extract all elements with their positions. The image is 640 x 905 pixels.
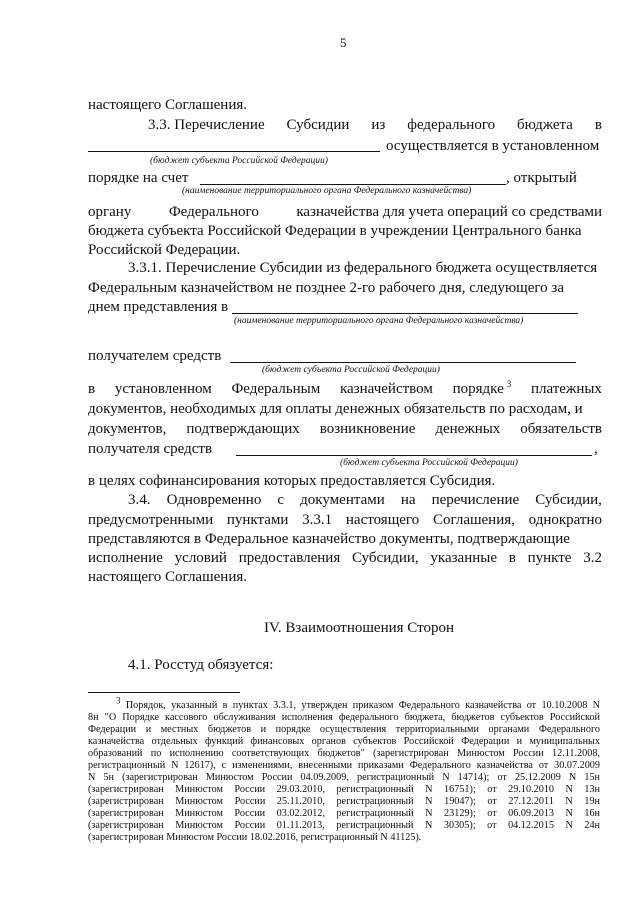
word: федерального: [407, 117, 496, 133]
text-line: в целях софинансирования которых предоставляется Субсидия.: [88, 473, 496, 489]
word: пунктами: [226, 512, 289, 528]
word: указанные: [430, 550, 497, 566]
word: предоставления: [238, 550, 341, 566]
word: казначейством: [340, 381, 433, 397]
word: перечисление: [431, 492, 520, 508]
word: Субсидии,: [535, 492, 602, 508]
text-line: бюджета субъекта Российской Федерации в учреждении Центрального банка: [88, 223, 582, 239]
field-caption: (наименование территориального органа Федерального казначейства): [182, 186, 472, 196]
text-line: получателя средств: [88, 441, 213, 457]
word: из: [371, 117, 386, 133]
word: Федеральным: [231, 381, 321, 397]
word: денежных: [435, 421, 501, 437]
word: платежных: [530, 381, 602, 397]
blank-field-recipient-budget: [236, 455, 592, 456]
text-line: порядке на счет: [88, 170, 189, 186]
footnote-separator: [88, 692, 240, 693]
word: 3.2: [583, 550, 602, 566]
blank-field-recipient: [230, 362, 576, 363]
text-line: получателем средств: [88, 348, 222, 364]
word: однократно: [528, 512, 602, 528]
footnote-line: Федерации и местных бюджетов и порядке осуществления территориальными органами Федерального: [88, 724, 600, 735]
footnote-mark: 3: [116, 695, 121, 706]
footnote: [88, 695, 600, 844]
text-line: [88, 203, 602, 221]
field-caption: (бюджет субъекта Российской Федерации): [340, 458, 518, 468]
text-line: [88, 420, 602, 438]
footnote-line: казначейства отдельных функций финансовых органов субъектов Российской Федерации и муниципальных: [88, 736, 600, 747]
text-line: настоящего Соглашения.: [88, 569, 248, 585]
word: обязательств: [520, 421, 602, 437]
blank-field-budget: [88, 151, 380, 152]
word: пункте: [527, 550, 572, 566]
text-line: днем представления в: [88, 299, 229, 315]
text-line: [128, 491, 602, 509]
text-line: Российской Федерации.: [88, 242, 241, 258]
text-line: 4.1. Росстуд обязуется:: [128, 657, 274, 673]
text-line: 3.3.1. Перечисление Субсидии из федерального бюджета осуществляется: [128, 260, 598, 276]
word: документами: [300, 492, 385, 508]
footnote-line: (зарегистрирован Минюстом России 03.02.2012, регистрационный N 23129); от 06.09.2013 N 16н: [88, 808, 600, 819]
word: органу: [88, 204, 132, 220]
word: Федерального: [168, 204, 259, 220]
footnote-line: регистрационный N 12617), с изменениями, внесенными приказами Федерального казначейства от 30.07.2009: [88, 760, 600, 771]
text-line: [88, 380, 602, 398]
word: исполнение: [88, 550, 163, 566]
word: в: [508, 550, 516, 566]
footnote-line: (зарегистрирован Минюстом России 29.03.2010, регистрационный N 16751); от 29.10.2010 N 13н: [88, 784, 600, 795]
word: 3.3.1: [302, 512, 333, 528]
field-caption: (бюджет субъекта Российской Федерации): [150, 156, 328, 166]
blank-field-account: [200, 184, 506, 185]
footnote-line: (зарегистрирован Минюстом России 18.02.2016, регистрационный N 41125).: [88, 832, 422, 843]
word: документов,: [88, 421, 167, 437]
word: порядке $^3$: [452, 379, 512, 397]
word: установленном: [114, 381, 212, 397]
word: 3.3. Перечисление: [148, 117, 265, 133]
text-line: настоящего Соглашения.: [88, 97, 248, 113]
word: условий: [174, 550, 227, 566]
word: 3.4.: [128, 492, 151, 508]
word: Соглашения,: [432, 512, 515, 528]
text-line: ,: [594, 441, 598, 457]
word: бюджета: [517, 117, 573, 133]
word: с: [277, 492, 285, 508]
word: на: [400, 492, 416, 508]
word: возникновение: [319, 421, 416, 437]
footnote-line: N 5н (зарегистрирован Минюстом России 04.09.2009, регистрационный N 14714); от 25.12.2009 N 15н: [88, 772, 600, 783]
word: Одновременно: [166, 492, 262, 508]
word: Субсидии,: [351, 550, 419, 566]
word: Субсидии: [286, 117, 350, 133]
word: казначейства для учета операций со средствами: [296, 204, 602, 220]
field-caption: (бюджет субъекта Российской Федерации): [262, 365, 440, 375]
word: в: [88, 381, 96, 397]
text-line: , открытый: [506, 170, 577, 186]
text-line: документов, необходимых для оплаты денежных обязательств по расходам, и: [88, 401, 583, 417]
section-heading: IV. Взаимоотношения Сторон: [264, 620, 454, 636]
text-line: представляются в Федеральное казначейство документы, подтверждающие: [88, 531, 570, 547]
footnote-line: (зарегистрирован Минюстом России 25.11.2010, регистрационный N 19047); от 27.12.2011 N 19н: [88, 796, 600, 807]
footnote-reference: 3: [506, 379, 512, 389]
paragraph-3-3-line-1: [148, 116, 602, 134]
word: подтверждающих: [186, 421, 300, 437]
footnote-line: 8н "О Порядке кассового обслуживания исполнения федерального бюджета, бюджетов субъектов Российской: [88, 712, 600, 723]
blank-field-tofk: [232, 313, 578, 314]
footnote-line: [88, 695, 600, 712]
page-number: 5: [340, 35, 347, 50]
word: в: [594, 117, 602, 133]
footnote-line: (зарегистрирован Минюстом России 01.11.2013, регистрационный N 30305); от 04.12.2015 N 24н: [88, 820, 600, 831]
footnote-line: образований по исполнению соответствующих бюджетов" (зарегистрирован Минюстом России 12.11.2008,: [88, 748, 600, 759]
field-caption: (наименование территориального органа Федерального казначейства): [234, 316, 524, 326]
word: настоящего: [345, 512, 420, 528]
text-line: [88, 511, 602, 529]
text-line: осуществляется в установленном: [386, 138, 600, 154]
word: предусмотренными: [88, 512, 214, 528]
text-line: [88, 549, 602, 567]
text-line: Федеральным казначейством не позднее 2-го рабочего дня, следующего за: [88, 280, 564, 296]
footnote-text: Порядок, указанный в пунктах 3.3.1, утвержден приказом Федерального казначейства от 10.10.2008 N: [125, 700, 600, 711]
